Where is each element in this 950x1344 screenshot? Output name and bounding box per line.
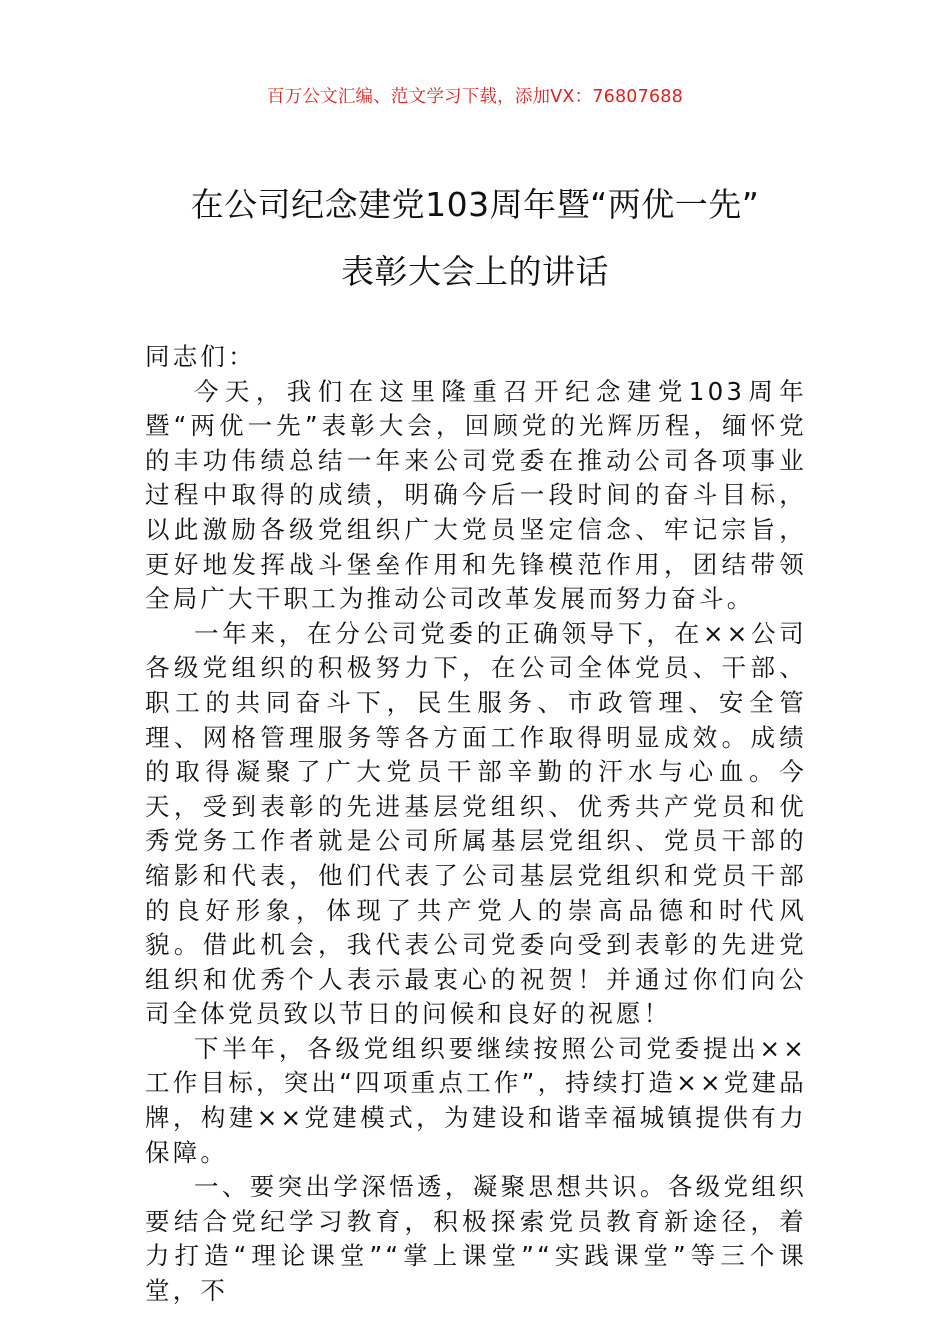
paragraph-second-half-plan: 下半年，各级党组织要继续按照公司党委提出××工作目标，突出“四项重点工作”，持续打造××党建品牌，构建××党建模式，为建设和谐幸福城镇提供有力保障。 <box>145 1033 807 1167</box>
salutation: 同志们： <box>145 342 256 371</box>
document-title-line-1: 在公司纪念建党103周年暨“两优一先” <box>190 185 760 224</box>
promo-banner: 百万公文汇编、范文学习下载，添加VX：76807688 <box>267 87 683 107</box>
document-body <box>145 340 807 1309</box>
paragraph-achievements: 一年来，在分公司党委的正确领导下，在××公司各级党组织的积极努力下，在公司全体党员、干部、职工的共同奋斗下，民生服务、市政管理、安全管理、网格管理服务等各方面工作取得明显成效。成绩的取得凝聚了广大党员干部辛勤的汗水与心血。今天，受到表彰的先进基层党组织、优秀共产党员和优秀党务工作者就是公司所属基层党组织、党员干部的缩影和代表，他们代表了公司基层党组织和党员干部的良好形象，体现了共产党人的崇高品德和时代风貌。借此机会，我代表公司党委向受到表彰的先进党组织和优秀个人表示最衷心的祝贺！并通过你们向公司全体党员致以节日的问候和良好的祝愿！ <box>145 618 807 1029</box>
paragraph-point-one: 一、要突出学深悟透，凝聚思想共识。各级党组织要结合党纪学习教育，积极探索党员教育新途径，着力打造“理论课堂”“掌上课堂”“实践课堂”等三个课堂，不 <box>145 1172 807 1306</box>
document-title-line-2: 表彰大会上的讲话 <box>341 252 609 291</box>
paragraph-opening: 今天，我们在这里隆重召开纪念建党103周年暨“两优一先”表彰大会，回顾党的光辉历程，缅怀党的丰功伟绩总结一年来公司党委在推动公司各项事业过程中取得的成绩，明确今后一段时间的奋斗目标，以此激励各级党组织广大党员坚定信念、牢记宗旨，更好地发挥战斗堡垒作用和先锋模范作用，团结带领全局广大干职工为推动公司改革发展而努力奋斗。 <box>145 376 807 614</box>
